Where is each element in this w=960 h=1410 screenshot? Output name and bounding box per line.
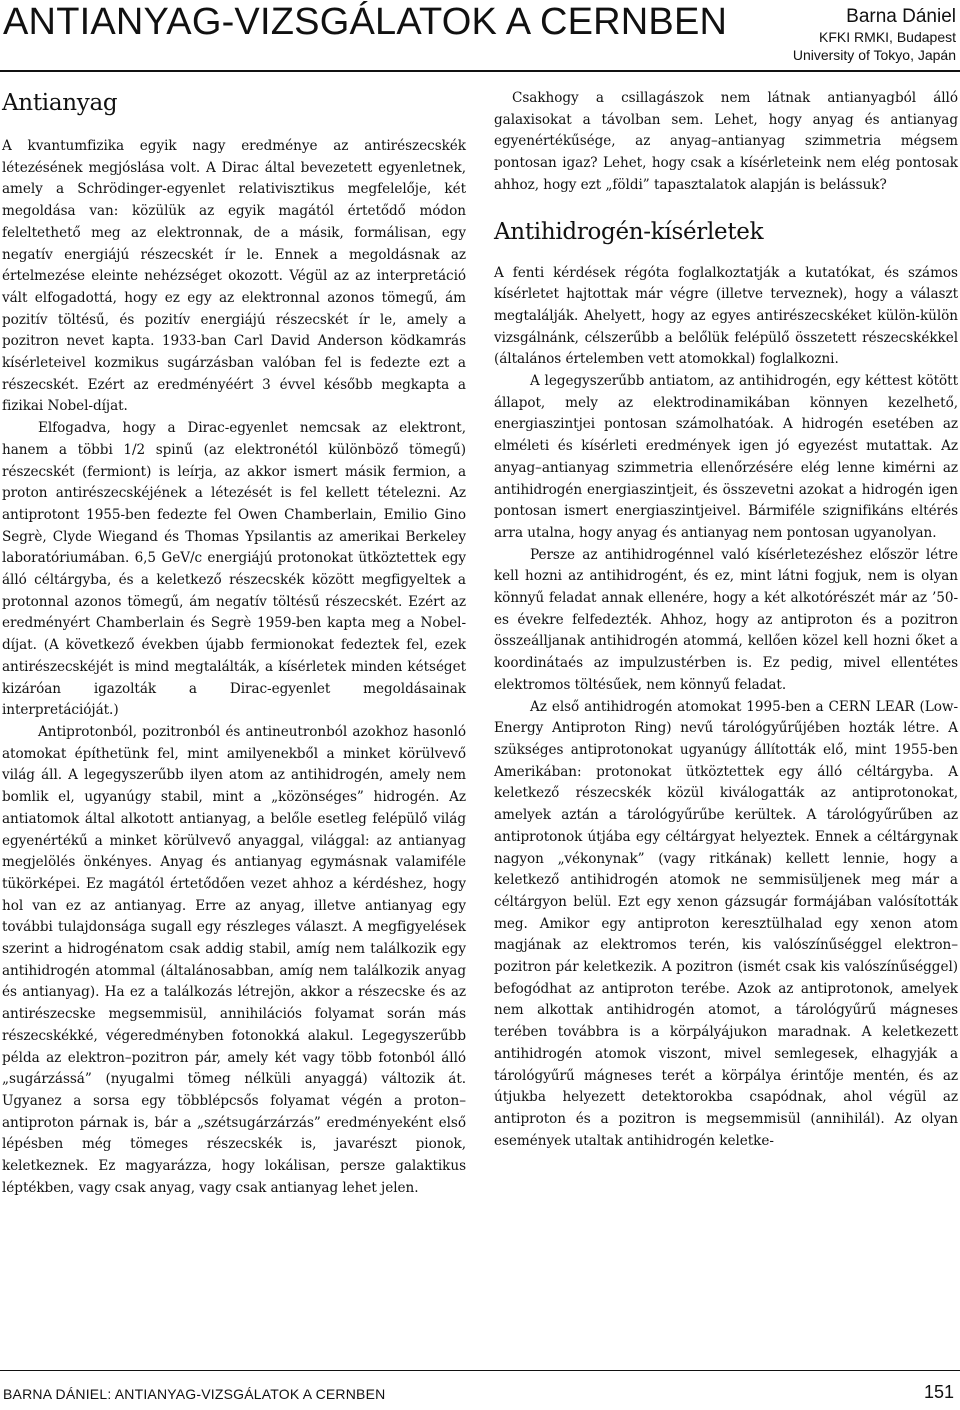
running-footer: BARNA DÁNIEL: ANTIANYAG-VIZSGÁLATOK A CERNBEN	[3, 1386, 386, 1402]
paragraph: Az első antihidrogén atomokat 1995-ben a CERN LEAR (Low-Energy Antiproton Ring) nevű tárológyűrűjében hozták létre. A szükséges antiprotonokat ugyanúgy állították elő, mint 1955-ben Amerikában: protonokat ütköztettek egy álló céltárgyba. A keletkező részecskék közül kiválogatták az antiprotonokat, amelyek aztán a tárológyűrűbe kerültek. A tárológyűrűben az antiprotonok útjába egy céltárgyat helyeztek. Ennek a céltárgynak nagyon „vékonynak” (vagy ritkának) kellett lennie, hogy a keletkező antihidrogén atomok ne semmisüljenek meg már a céltárgyon belül. Ezt egy xenon gázsugár formájában valósították meg. Amikor egy antiproton keresztülhalad egy xenon atom magjának az elektromos terén, kis valószínűséggel elektron–pozitron pár keletkezik. A pozitron (ismét csak kis valószínűséggel) befogódhat az antiproton terébe. Azok az antiprotonok, amelyek nem alkottak antihidrogén atomot, a tárológyűrű mágneses terében továbbra is a körpályájukon maradnak. A keletkezett antihidrogén atomok viszont, mivel semlegesek, elhagyják a tárológyűrű mágneses terét a körpálya érintője mentén, és az útjukba helyezett detektorokba csapódnak, ahol végül az antiproton és a pozitron is megsemmisül (annihilál). Az olyan események utaltak antihidrogén keletke-	[494, 698, 958, 1149]
page-title: ANTIANYAG-VIZSGÁLATOK A CERNBEN	[3, 1, 728, 43]
author-affiliation-2: University of Tokyo, Japán	[792, 47, 956, 63]
paragraph: Csakhogy a csillagászok nem látnak antianyagból álló galaxisokat a távolban sem. Lehet, hogy anyag és antianyag egyenértékűsége, az anyag–antianyag szimmetria mégsem pontosan igaz? Lehet, hogy csak a kísérleteink nem elég pontosak ahhoz, hogy ezt „földi” tapasztalatok alapján is belássuk?	[494, 90, 958, 193]
footer-rule	[0, 1370, 960, 1371]
section-heading-antianyag: Antianyag	[2, 90, 118, 116]
paragraph: Elfogadva, hogy a Dirac-egyenlet nemcsak az elektront, hanem a többi 1/2 spinű (az elektronétól különböző tömegű) részecskét (fermiont) is leírja, az akkor ismert másik fermion, a proton antirészecskéjének a létezését is fel kellett tételezni. Az antiprotont 1955-ben fedezte fel Owen Chamberlain, Emilio Gino Segrè, Clyde Wiegand és Thomas Ypsilantis az amerikai Berkeley laboratóriumában. 6,5 GeV/c energiájú protonokat ütköztettek egy álló céltárgyba, és a keletkező részecskék között megfigyeltek a protonnal azonos tömegű, ám negatív töltésű részecskét. Ezért az eredményért Chamberlain és Segrè 1959-ben kapta meg a Nobel-díjat. (A következő években újabb fermionokat fedeztek fel, ezek antirészecskéjét is mind megtalálták, a kísérletek minden kétséget kizáróan igazolták a Dirac-egyenlet megoldásainak interpretációját.)	[2, 420, 466, 719]
author-block	[793, 6, 956, 64]
page-number: 151	[923, 1382, 954, 1402]
paragraph: Persze az antihidrogénnel való kísérletezéshez először létre kell hozni az antihidrogént, és ez, mint látni fogjuk, nem is olyan könnyű feladat annak ellenére, hogy a két alkotórészét már az ’50-es évekre felfedezték. Ahhoz, hogy az antiproton és a pozitron összeálljanak antihidrogén atommá, kellően közel kell hozni őket a koordinátaés az impulzustérben is. Ez pedig, mivel ellentétes elektromos töltésűek, nem könnyű feladat.	[494, 546, 958, 693]
author-name: Barna Dániel	[846, 6, 956, 27]
paragraph: A legegyszerűbb antiatom, az antihidrogén, egy kéttest kötött állapot, mely az elektrodinamikában könnyen kezelhető, energiaszintjei pontosan számolhatóak. A hidrogén esetében az elméleti és kísérleti eredmények igen jó egyezést mutattak. Az anyag–antianyag szimmetria ellenőrzésére elég lenne kimérni az antihidrogén energiaszintjeit, és összevetni azokat a hidrogén igen pontosan ismert energiaszintjeivel. Bármiféle szignifikáns eltérés arra utalna, hogy anyag és antianyag nem pontosan ugyanolyan.	[494, 373, 958, 541]
right-column	[494, 88, 958, 1152]
paragraph: A fenti kérdések régóta foglalkoztatják a kutatókat, és számos kísérletet hajtottak már végre (illetve terveznek), hogy a választ megtalálják. Ahelyett, hogy az egyes antirészecskéket külön-külön vizsgálnánk, célszerűbb a belőlük felépülő összetett részecskékkel (általános értelemben vett atomokkal) foglalkozni.	[494, 264, 958, 368]
left-column	[2, 88, 466, 1199]
section-heading-antihidrogen: Antihidrogén-kísérletek	[494, 218, 764, 245]
header-rule	[0, 70, 960, 72]
paragraph: Antiprotonból, pozitronból és antineutronból azokhoz hasonló atomokat építhetünk fel, mint amilyenekből a minket körülvevő világ áll. A legegyszerűbb ilyen atom az antihidrogén, amely nem bomlik el, ugyanúgy stabil, mint a „közönséges” hidrogén. Az antiatomok által alkotott antianyag, a belőle esetleg felépülő világ egyenértékű a minket körülvevő anyaggal, világgal: az antianyag megjelölés önkényes. Anyag és antianyag egymásnak valamiféle tükörképei. Ez magától értetődően vezet ahhoz a kérdéshez, hogy hol van ez az antianyag. Erre az anyag, illetve antianyag egy további tulajdonsága sugall egy részleges választ. A megfigyelések szerint a hidrogénatom csak addig stabil, amíg nem találkozik egy antihidrogén atommal (általánosabban, amíg nem találkozik anyag és antianyag). Ha ez a találkozás létrejön, akkor a részecske és az antirészecske megsemmisül, annihilációs folyamat során más részecskékké, végeredményben fotonokká alakul. Legegyszerűbb példa az elektron–pozitron pár, amely két vagy több fotonból álló „sugárzássá” (nyugalmi tömeg nélküli anyaggá) változik át. Ugyanez a sorsa egy többlépcsős folyamat végén a proton–antiproton párnak is, bár a „szétsugárzárzás” eredményeként első lépésben még tömeges részecskék is, javarészt pionok, keletkeznek. Ez magyarázza, hogy lokálisan, persze galaktikus léptékben, vagy csak anyag, vagy csak antianyag lehet jelen.	[2, 723, 466, 1196]
paragraph: A kvantumfizika egyik nagy eredménye az antirészecskék létezésének megjóslása volt. A Dirac által bevezetett egyenletnek, amely a Schrödinger-egyenlet relativisztikus megfelelője, két megoldása van: közülük az egyik magától értetődő módon feleltethető meg az elektronnak, de a másik, formálisan, egy negatív energiájú részecskét ír le. Ennek a megoldásnak az értelmezése eleinte nehézséget okozott. Végül az az interpretáció vált elfogadottá, hogy ez egy az elektronnal azonos tömegű, ám pozitív töltésű, és pozitív energiájú részecskét ír le, amely a pozitron nevet kapta. 1933-ban Carl David Anderson ködkamrás kísérleteivel kozmikus sugárzásban valóban fel is fedezte ezt a részecskét. Ezért az eredményéért 3 évvel később megkapta a fizikai Nobel-díjat.	[2, 138, 466, 415]
author-affiliation-1: KFKI RMKI, Budapest	[819, 29, 956, 45]
